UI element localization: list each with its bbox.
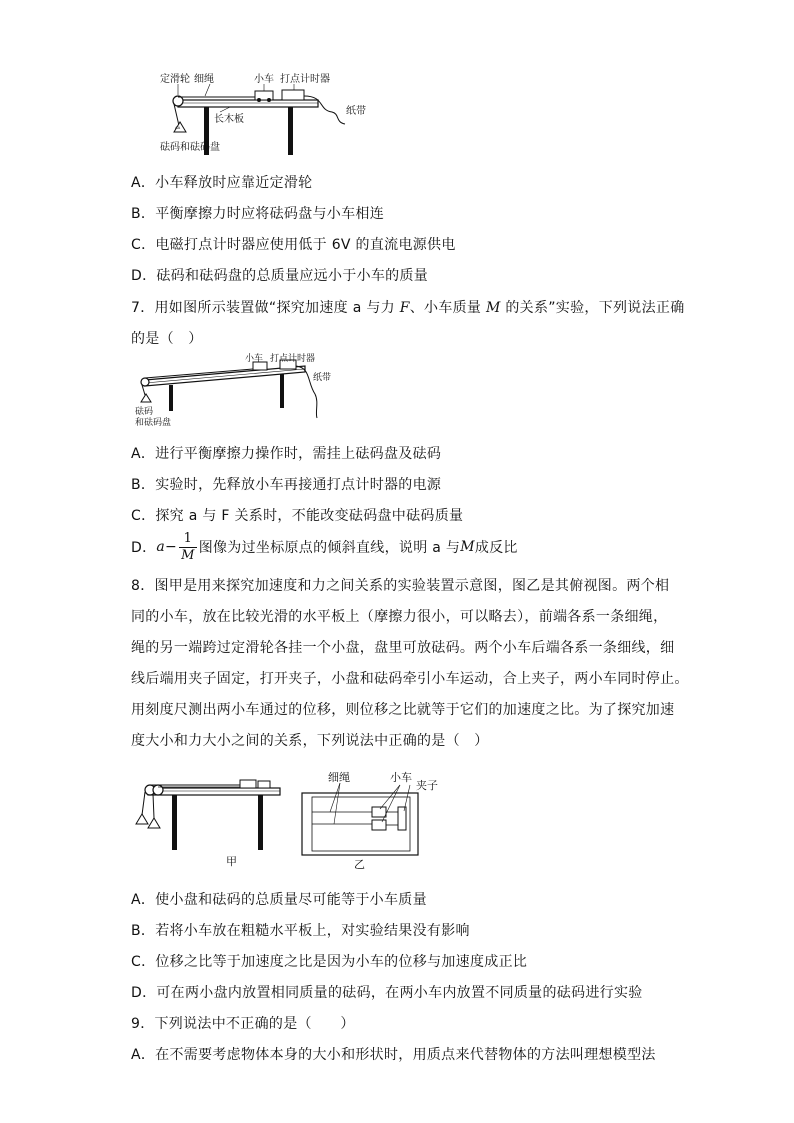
- q7-stem-part: 7．用如图所示装置做“探究加速度 a 与力: [131, 300, 400, 316]
- q7-stem-line2: 的是（ ）: [131, 331, 203, 347]
- q8-stem-line: 线后端用夹子固定，打开夹子，小盘和砝码牵引小车运动，合上夹子，两小车同时停止。: [131, 671, 689, 687]
- q6-option-c: C．电磁打点计时器应使用低于 6V 的直流电源供电: [131, 237, 456, 253]
- q8-stem-line: 同的小车，放在比较光滑的水平板上（摩擦力很小，可以略去），前端各系一条细绳，: [131, 609, 668, 625]
- q8-option-d: D．可在两小盘内放置相同质量的砝码，在两小车内放置不同质量的砝码进行实验: [131, 985, 643, 1001]
- label-jia: 甲: [226, 855, 237, 868]
- figure-q8-top-view: [298, 765, 458, 873]
- q7-d-a: a: [156, 539, 166, 555]
- q6-option-b: B．平衡摩擦力时应将砝码盘与小车相连: [131, 206, 385, 222]
- q7-stem-M: M: [485, 300, 501, 316]
- label-board: 长木板: [214, 114, 244, 125]
- q9-option-a: A．在不需要考虑物体本身的大小和形状时，用质点来代替物体的方法叫理想模型法: [131, 1047, 656, 1063]
- figure-q8-side-view: [130, 770, 290, 870]
- q8-stem-line: 度大小和力大小之间的关系，下列说法中正确的是（ ）: [131, 733, 489, 749]
- label-rope: 细绳: [328, 771, 350, 784]
- label-timer: 打点计时器: [270, 354, 316, 364]
- q8-option-a: A．使小盘和砝码的总质量尽可能等于小车质量: [131, 892, 427, 908]
- label-clip: 夹子: [416, 779, 438, 792]
- q7-stem-part: 、小车质量: [409, 300, 486, 316]
- label-yi: 乙: [354, 858, 365, 871]
- q6-option-a: A．小车释放时应靠近定滑轮: [131, 175, 313, 191]
- q9-stem: 9．下列说法中不正确的是（ ）: [131, 1016, 355, 1032]
- figure-q7-apparatus: [135, 352, 365, 432]
- label-timer: 打点计时器: [280, 74, 330, 85]
- q7-option-a: A．进行平衡摩擦力操作时，需挂上砝码盘及砝码: [131, 446, 442, 462]
- fraction-denominator: M: [181, 547, 195, 563]
- q7-d-minus: −: [165, 539, 178, 555]
- figure-q6-apparatus: [160, 70, 380, 160]
- q7-option-b: B．实验时，先释放小车再接通打点计时器的电源: [131, 477, 442, 493]
- label-cart: 小车: [245, 354, 264, 364]
- q8-option-b: B．若将小车放在粗糙水平板上，对实验结果没有影响: [131, 923, 470, 939]
- q7-d-M: M: [460, 539, 475, 555]
- q7-stem-F: F: [399, 300, 410, 316]
- label-tape: 纸带: [346, 106, 366, 117]
- label-pulley: 定滑轮: [160, 74, 190, 85]
- q7-d-end: 成反比: [474, 540, 518, 556]
- label-weights: 砝码: [135, 407, 154, 417]
- q7-d-prefix: D．: [131, 540, 157, 556]
- label-tape: 纸带: [313, 373, 332, 383]
- q7-option-c: C．探究 a 与 F 关系时，不能改变砝码盘中砝码质量: [131, 508, 464, 524]
- q7-stem-part: 的关系”实验，下列说法正确: [500, 300, 685, 316]
- q8-stem-line: 8．图甲是用来探究加速度和力之间关系的实验装置示意图，图乙是其俯视图。两个相: [131, 578, 670, 594]
- label-cart: 小车: [390, 771, 412, 784]
- fraction-numerator: 1: [179, 531, 197, 548]
- label-weights: 砝码和砝码盘: [160, 142, 220, 153]
- q7-d-suffix: 图像为过坐标原点的倾斜直线，说明 a 与: [198, 540, 461, 556]
- label-rope: 细绳: [194, 74, 214, 85]
- fraction-one-over-M: [179, 531, 197, 564]
- label-cart: 小车: [254, 74, 274, 85]
- q8-option-c: C．位移之比等于加速度之比是因为小车的位移与加速度成正比: [131, 954, 528, 970]
- svg-text:ᴬᴬ: ᴬᴬ: [175, 126, 181, 133]
- q7-stem-line1: [131, 297, 685, 317]
- q8-stem-line: 绳的另一端跨过定滑轮各挂一个小盘，盘里可放砝码。两个小车后端各系一条细线，细: [131, 640, 675, 656]
- label-weights-pan: 和砝码盘: [135, 418, 172, 428]
- q6-option-d: D．砝码和砝码盘的总质量应远小于小车的质量: [131, 268, 429, 284]
- q8-stem-line: 用刻度尺测出两小车通过的位移，则位移之比就等于它们的加速度之比。为了探究加速: [131, 702, 675, 718]
- q7-option-d: [131, 530, 518, 564]
